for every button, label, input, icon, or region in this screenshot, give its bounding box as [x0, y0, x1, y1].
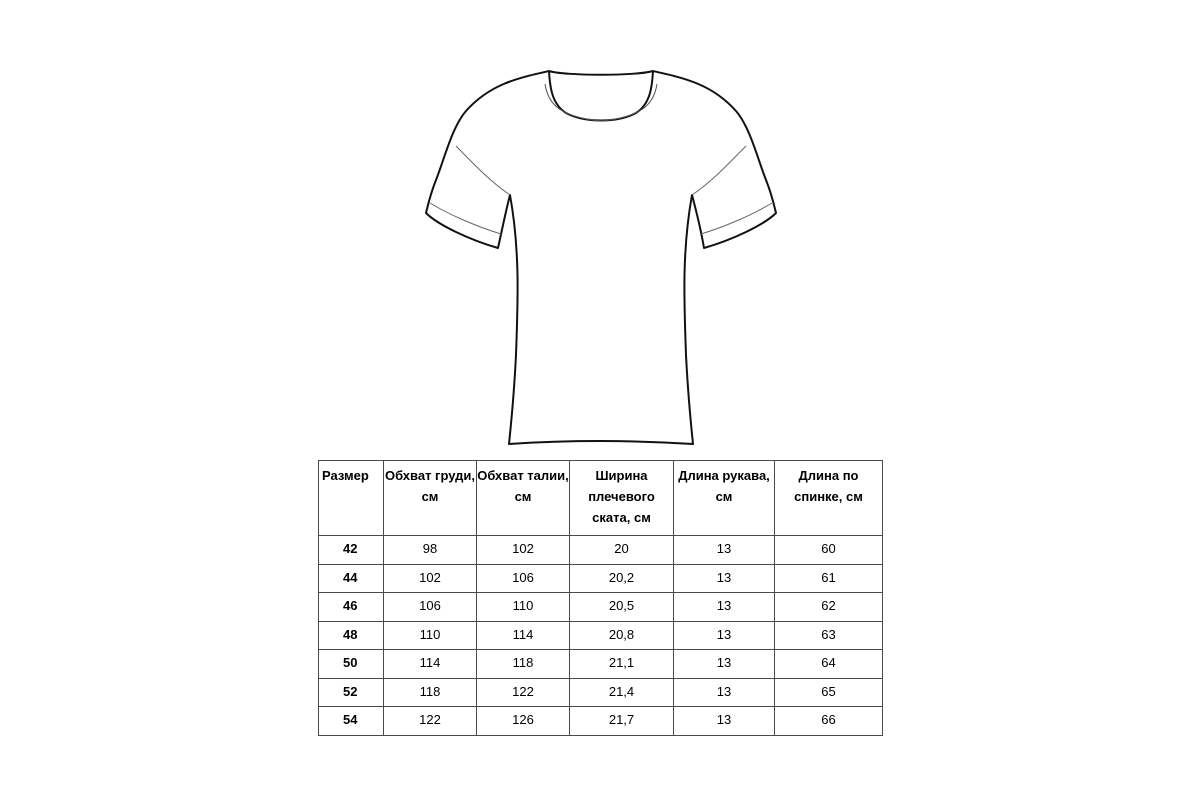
- header-size: Размер: [319, 461, 384, 536]
- size-cell: 54: [319, 707, 384, 736]
- header-waist: Обхват талии, см: [477, 461, 570, 536]
- right-sleeve-hem: [701, 203, 772, 234]
- shoulder-cell: 20,2: [570, 564, 674, 593]
- back-length-cell: 64: [775, 650, 883, 679]
- size-cell: 52: [319, 678, 384, 707]
- sleeve-cell: 13: [674, 536, 775, 565]
- table-row: [319, 593, 883, 622]
- chest-cell: 98: [384, 536, 477, 565]
- back-length-cell: 61: [775, 564, 883, 593]
- waist-cell: 114: [477, 621, 570, 650]
- back-length-cell: 65: [775, 678, 883, 707]
- table-row: [319, 650, 883, 679]
- sleeve-cell: 13: [674, 707, 775, 736]
- table-row: [319, 564, 883, 593]
- table-row: [319, 678, 883, 707]
- table-row: [319, 536, 883, 565]
- table-row: [319, 707, 883, 736]
- size-cell: 46: [319, 593, 384, 622]
- chest-cell: 106: [384, 593, 477, 622]
- tshirt-outline: [426, 71, 776, 444]
- sleeve-cell: 13: [674, 621, 775, 650]
- left-sleeve-hem: [430, 203, 501, 234]
- left-armhole-seam: [456, 146, 510, 195]
- shoulder-cell: 21,1: [570, 650, 674, 679]
- waist-cell: 118: [477, 650, 570, 679]
- shoulder-cell: 20,5: [570, 593, 674, 622]
- chest-cell: 118: [384, 678, 477, 707]
- back-length-cell: 62: [775, 593, 883, 622]
- sleeve-cell: 13: [674, 593, 775, 622]
- chest-cell: 110: [384, 621, 477, 650]
- shoulder-cell: 21,7: [570, 707, 674, 736]
- size-cell: 42: [319, 536, 384, 565]
- sleeve-cell: 13: [674, 564, 775, 593]
- back-length-cell: 60: [775, 536, 883, 565]
- size-table: [318, 460, 883, 736]
- header-sleeve-length: Длина рукава, см: [674, 461, 775, 536]
- back-length-cell: 63: [775, 621, 883, 650]
- right-armhole-seam: [692, 146, 746, 195]
- collar-outer: [549, 71, 653, 75]
- collar-rib-line: [545, 84, 657, 121]
- shoulder-cell: 20: [570, 536, 674, 565]
- back-length-cell: 66: [775, 707, 883, 736]
- collar-inner: [549, 71, 653, 121]
- header-shoulder: Ширина плечевого ската, см: [570, 461, 674, 536]
- size-cell: 50: [319, 650, 384, 679]
- table-header-row: [319, 461, 883, 536]
- shoulder-cell: 20,8: [570, 621, 674, 650]
- sleeve-cell: 13: [674, 650, 775, 679]
- chest-cell: 122: [384, 707, 477, 736]
- waist-cell: 106: [477, 564, 570, 593]
- waist-cell: 102: [477, 536, 570, 565]
- header-chest: Обхват груди, см: [384, 461, 477, 536]
- chest-cell: 114: [384, 650, 477, 679]
- sleeve-cell: 13: [674, 678, 775, 707]
- table-row: [319, 621, 883, 650]
- waist-cell: 122: [477, 678, 570, 707]
- waist-cell: 110: [477, 593, 570, 622]
- size-cell: 48: [319, 621, 384, 650]
- shoulder-cell: 21,4: [570, 678, 674, 707]
- header-back-length: Длина по спинке, см: [775, 461, 883, 536]
- size-cell: 44: [319, 564, 384, 593]
- waist-cell: 126: [477, 707, 570, 736]
- chest-cell: 102: [384, 564, 477, 593]
